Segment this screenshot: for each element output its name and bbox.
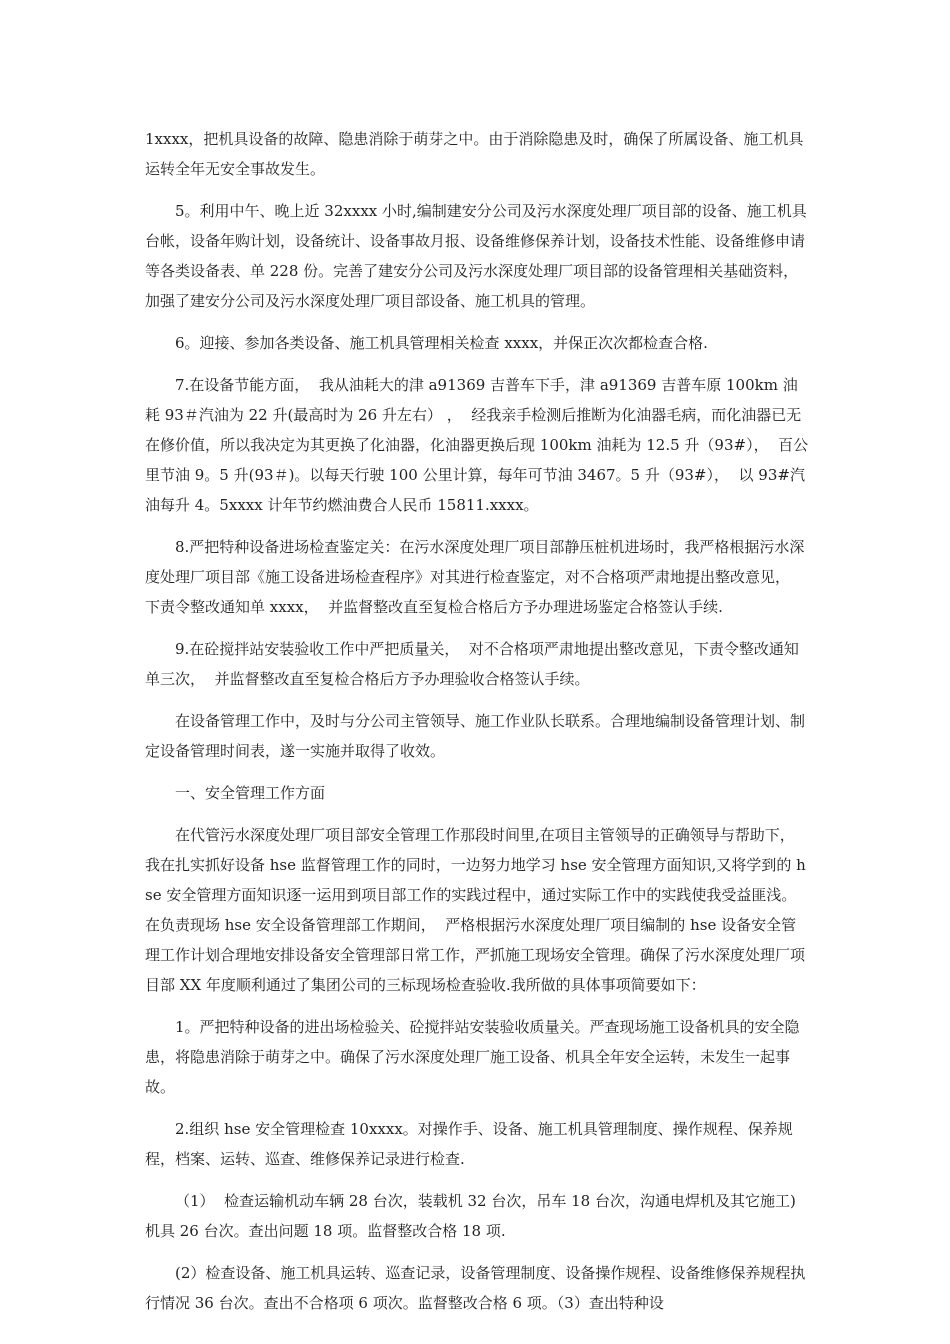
- document-body: [145, 124, 810, 1330]
- paragraph-item-5: 5。利用中午、晚上近 32xxxx 小时,编制建安分公司及污水深度处理厂项目部的设备、施工机具台帐，设备年购计划，设备统计、设备事故月报、设备维修保养计划，设备技术性能、设备维修申请等各类设备表、单 228 份。完善了建安分公司及污水深度处理厂项目部的设备管理相关基础资料，加强了建安分公司及污水深度处理厂项目部设备、施工机具的管理。: [145, 202, 807, 310]
- paragraph-safety-intro: 在代管污水深度处理厂项目部安全管理工作那段时间里,在项目主管领导的正确领导与帮助下， 我在扎实抓好设备 hse 监督管理工作的同时，一边努力地学习 hse 安全管理方面知识,又将学到的 hse 安全管理方面知识逐一运用到项目部工作的实践过程中，通过实际工作中的实践使我受益匪浅。在负责现场 hse 安全设备管理部工作期间， 严格根据污水深度处理厂项目编制的 hse 设备安全管理工作计划合理地安排设备安全管理部日常工作，严抓施工现场安全管理。确保了污水深度处理厂项目部 XX 年度顺利通过了集团公司的三标现场检查验收.我所做的具体事项简要如下：: [145, 826, 806, 994]
- paragraph-item-8: 8.严把特种设备进场检查鉴定关：在污水深度处理厂项目部静压桩机进场时，我严格根据污水深度处理厂项目部《施工设备进场检查程序》对其进行检查鉴定，对不合格项严肃地提出整改意见， 下责令整改通知单 xxxx， 并监督整改直至复检合格后方予办理进场鉴定合格签认手续.: [145, 538, 805, 616]
- paragraph-item-6: 6。迎接、参加各类设备、施工机具管理相关检查 xxxx，并保正次次都检查合格.: [175, 334, 708, 352]
- paragraph-sub-item-1: （1） 检查运输机动车辆 28 台次，装载机 32 台次，吊车 18 台次，沟通电焊机及其它施工)机具 26 台次。查出问题 18 项。监督整改合格 18 项.: [145, 1192, 796, 1240]
- paragraph-safety-item-1: 1。严把特种设备的进出场检验关、砼搅拌站安装验收质量关。严查现场施工设备机具的安全隐患，将隐患消除于萌芽之中。确保了污水深度处理厂施工设备、机具全年安全运转，未发生一起事故。: [145, 1018, 800, 1096]
- paragraph-sub-item-2: (2）检查设备、施工机具运转、巡查记录，设备管理制度、设备操作规程、设备维修保养规程执行情况 36 台次。查出不合格项 6 项次。监督整改合格 6 项。（3）查出特种设: [145, 1264, 806, 1312]
- paragraph-item-9: 9.在砼搅拌站安装验收工作中严把质量关， 对不合格项严肃地提出整改意见，下责令整改通知单三次， 并监督整改直至复检合格后方予办理验收合格签认手续。: [145, 640, 799, 688]
- paragraph-safety-item-2: 2.组织 hse 安全管理检查 10xxxx。对操作手、设备、施工机具管理制度、操作规程、保养规程，档案、运转、巡查、维修保养记录进行检查.: [145, 1120, 793, 1168]
- paragraph-item-7: 7.在设备节能方面， 我从油耗大的津 a91369 吉普车下手，津 a91369 吉普车原 100km 油耗 93＃汽油为 22 升(最高时为 26 升左右） ， 经我亲手检测后推断为化油器毛病，而化油器已无在修价值，所以我决定为其更换了化油器，化油器更换后现 100km 油耗为 12.5 升（93#）， 百公里节油 9。5 升(93＃)。以每天行驶 100 公里计算，每年可节油 3467。5 升（93#）， 以 93#汽油每升 4。5xxxx 计年节约燃油费合人民币 15811.xxxx。: [145, 376, 809, 514]
- paragraph-continuation: 1xxxx，把机具设备的故障、隐患消除于萌芽之中。由于消除隐患及时，确保了所属设备、施工机具运转全年无安全事故发生。: [145, 130, 804, 178]
- paragraph-summary: 在设备管理工作中，及时与分公司主管领导、施工作业队长联系。合理地编制设备管理计划、制定设备管理时间表，遂一实施并取得了收效。: [145, 712, 806, 760]
- section-heading: 一、安全管理工作方面: [175, 784, 326, 802]
